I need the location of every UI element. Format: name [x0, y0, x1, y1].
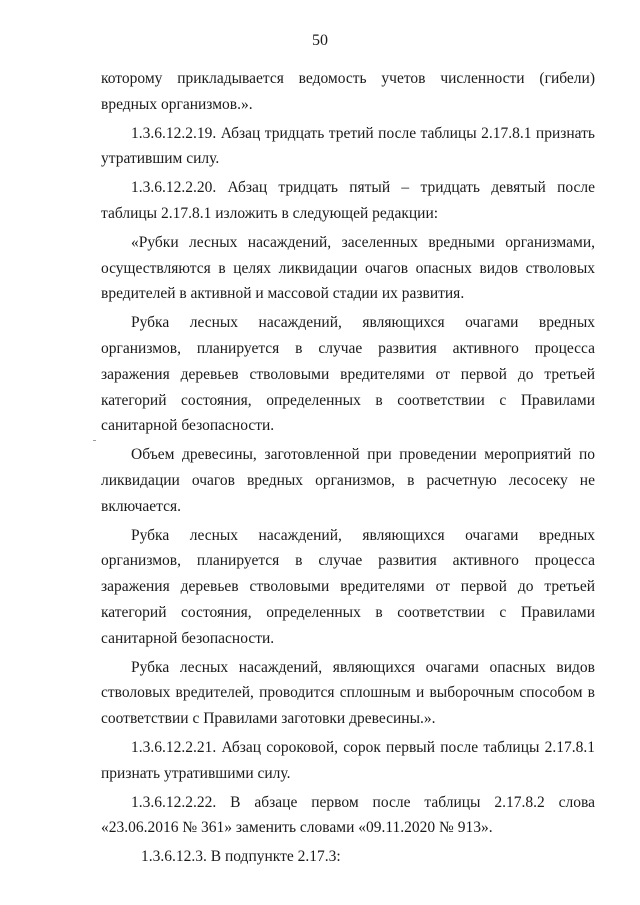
- scan-margin-mark: [93, 440, 96, 441]
- paragraph-quote-logging-planned-2: Рубка лесных насаждений, являющихся очагами вредных организмов, планируется в случае развития активного процесса заражения деревьев стволовыми вредителями от первой до третьей категорий состояния, определенных в соответствии с Правилами санитарной безопасности.: [101, 526, 595, 647]
- page-number: 50: [312, 32, 328, 49]
- paragraph-item-22: 1.3.6.12.2.22. В абзаце первом после таблицы 2.17.8.2 слова «23.06.2016 № 361» заменить словами «09.11.2020 № 913».: [101, 793, 595, 837]
- paragraph-subsection-heading: 1.3.6.12.3. В подпункте 2.17.3:: [141, 848, 341, 866]
- paragraph-quote-logging-method: Рубка лесных насаждений, являющихся очагами опасных видов стволовых вредителей, проводится сплошным и выборочным способом в соответствии с Правилами заготовки древесины.».: [101, 658, 595, 728]
- document-body: [101, 66, 595, 870]
- paragraph-item-19: 1.3.6.12.2.19. Абзац тридцать третий после таблицы 2.17.8.1 признать утратившим силу.: [101, 124, 595, 168]
- paragraph-item-20: 1.3.6.12.2.20. Абзац тридцать пятый – тридцать девятый после таблицы 2.17.8.1 изложить в следующей редакции:: [101, 179, 595, 222]
- paragraph-item-21: 1.3.6.12.2.21. Абзац сороковой, сорок первый после таблицы 2.17.8.1 признать утратившими силу.: [101, 738, 595, 782]
- paragraph-continuation: которому прикладывается ведомость учетов численности (гибели) вредных организмов.».: [101, 70, 595, 113]
- paragraph-quote-logging-planned-1: Рубка лесных насаждений, являющихся очагами вредных организмов, планируется в случае развития активного процесса заражения деревьев стволовыми вредителями от первой до третьей категорий состояния, определенных в соответствии с Правилами санитарной безопасности.: [101, 314, 595, 435]
- paragraph-quote-logging-infested: «Рубки лесных насаждений, заселенных вредными организмами, осуществляются в целях ликвидации очагов опасных видов стволовых вредителей в активной и массовой стадии их развития.: [101, 233, 595, 303]
- paragraph-quote-wood-volume: Объем древесины, заготовленной при проведении мероприятий по ликвидации очагов вредных организмов, в расчетную лесосеку не включается.: [101, 446, 595, 515]
